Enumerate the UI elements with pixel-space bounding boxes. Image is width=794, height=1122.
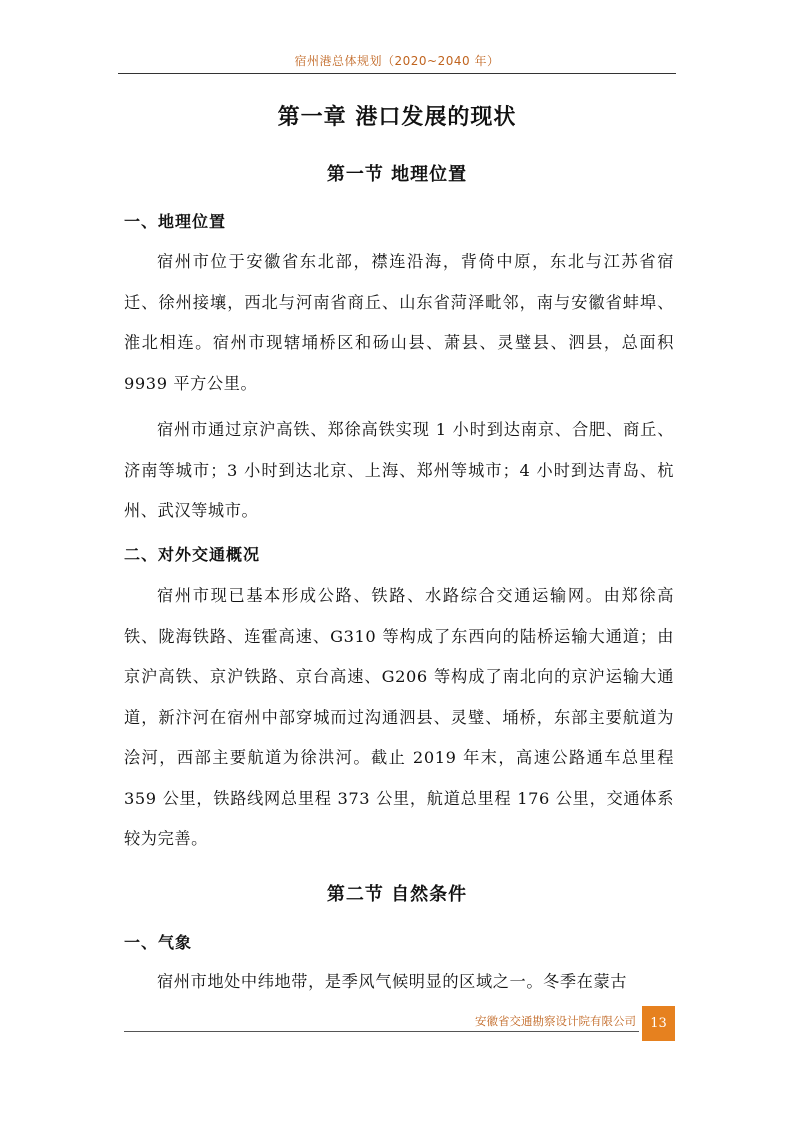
running-header-title: 宿州港总体规划（2020~2040 年） [294,54,500,68]
paragraph-location: 宿州市位于安徽省东北部，襟连沿海，背倚中原，东北与江苏省宿迁、徐州接壤，西北与河南省商丘、山东省菏泽毗邻，南与安徽省蚌埠、淮北相连。宿州市现辖埇桥区和砀山县、萧县、灵璧县、泗县，总面积 9939 平方公里。 [124,252,674,393]
subheading-geographic-location: 一、地理位置 [124,212,227,231]
paragraph-transport-network: 宿州市现已基本形成公路、铁路、水路综合交通运输网。由郑徐高铁、陇海铁路、连霍高速、G310 等构成了东西向的陆桥运输大通道；由京沪高铁、京沪铁路、京台高速、G206 等构成了南北向的京沪运输大通道，新汴河在宿州中部穿城而过沟通泗县、灵璧、埇桥，东部主要航道为浍河，西部主要航道为徐洪河。截止 2019 年末，高速公路通车总里程 359 公里，铁路线网总里程 373 公里，航道总里程 176 公里，交通体系较为完善。 [124,586,674,848]
subheading-climate: 一、气象 [124,933,193,952]
chapter-title: 第一章 港口发展的现状 [277,105,517,130]
footer-divider [124,1031,639,1032]
header-divider [118,73,676,74]
paragraph-rail-access: 宿州市通过京沪高铁、郑徐高铁实现 1 小时到达南京、合肥、商丘、济南等城市；3 小时到达北京、上海、郑州等城市；4 小时到达青岛、杭州、武汉等城市。 [124,420,674,520]
section-title-geography: 第一节 地理位置 [326,164,468,185]
page-number: 13 [650,1016,667,1031]
footer-company-name: 安徽省交通勘察设计院有限公司 [475,1014,636,1028]
subheading-external-transport: 二、对外交通概况 [124,545,261,564]
paragraph-climate: 宿州市地处中纬地带，是季风气候明显的区域之一。冬季在蒙古 [157,972,628,991]
page-number-badge [642,1006,675,1041]
section-title-natural-conditions: 第二节 自然条件 [326,884,468,905]
